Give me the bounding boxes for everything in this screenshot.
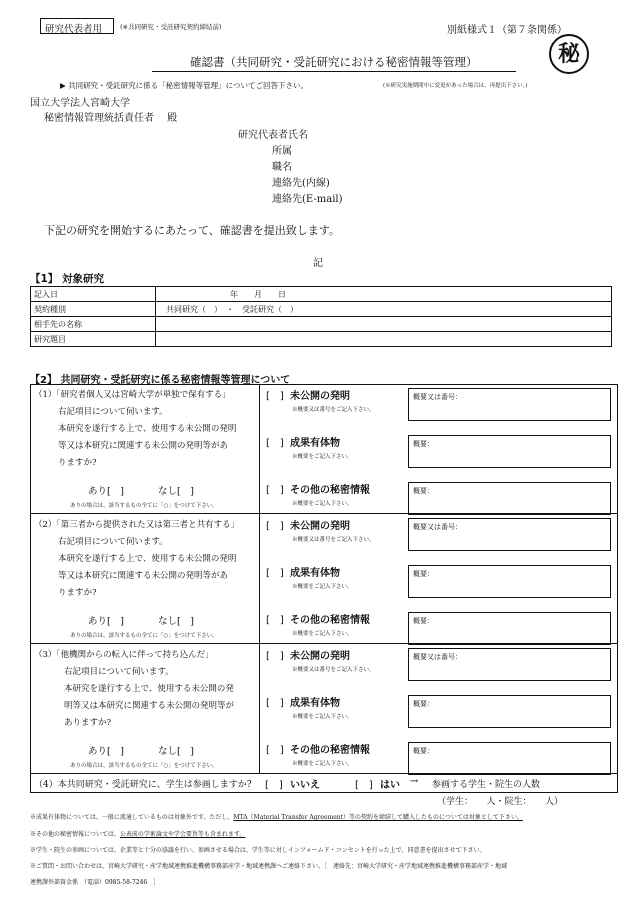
item-checkbox[interactable]: [ ]: [266, 485, 284, 496]
question-text: 本研究を遂行する上で、使用する未公開の発: [64, 684, 234, 694]
item-label: 成果有体物: [290, 438, 340, 449]
secret-mark: 秘: [549, 34, 589, 74]
question-text: 等又は本研究に関連する未公開の発明等があ: [58, 441, 229, 451]
answer-box[interactable]: [408, 565, 611, 598]
question-text: 右記項目について伺います。: [64, 667, 174, 677]
question-text: ありますか?: [64, 718, 112, 728]
q4-count-label: 参画する学生・院生の人数: [432, 780, 541, 790]
item-label: 未公開の発明: [290, 391, 350, 402]
item-checkbox[interactable]: [ ]: [266, 521, 284, 532]
table-row: [31, 287, 612, 302]
item-sub: ※概要をご記入下さい。: [292, 501, 353, 507]
footnote-1: [30, 812, 523, 821]
question-text: 等又は本研究に関連する未公開の発明等があ: [58, 571, 229, 581]
item-label: その他の秘密情報: [290, 485, 370, 496]
item-sub: ※概要をご記入下さい。: [292, 761, 353, 767]
question-text: りますか?: [58, 588, 97, 598]
answer-box-label: 概要：: [413, 487, 434, 495]
row-value-title[interactable]: [156, 332, 612, 347]
answer-box[interactable]: [408, 388, 611, 421]
question-text: 右記項目について伺います。: [58, 407, 168, 417]
item-checkbox[interactable]: [ ]: [266, 615, 284, 626]
row-label-contract: 契約種別: [31, 302, 156, 317]
footnote-text: ※成果有体物については、一般に流通しているものは対象外です。ただし、: [30, 814, 234, 821]
item-sub: ※概要をご記入下さい。: [292, 584, 353, 590]
footnote-4a: ※ご質問・お問い合わせは、宮崎大学研究・産学地域連携推進機構事務部産学・地域連携課へご連絡下さい。［ 連絡先：宮崎大学研究・産学地域連携推進機構事務部産学・地域: [30, 863, 508, 870]
item-label: 成果有体物: [290, 698, 340, 709]
instruction-note: (※研究実施期間中に変更があった場合は、再提出下さい。): [383, 83, 528, 89]
answer-box[interactable]: [408, 695, 611, 728]
addressee-org: 国立大学法人宮崎大学: [30, 98, 130, 109]
question-text: 本研究を遂行する上で、使用する未公開の発明: [58, 424, 237, 434]
row-value-partner[interactable]: [156, 317, 612, 332]
item-checkbox[interactable]: [ ]: [266, 391, 284, 402]
footnote-underlined: 公表前の学術論文や学会要旨等も含まれます。: [119, 831, 246, 838]
row-value-contract[interactable]: 共同研究（ ） ・ 受託研究（ ）: [156, 302, 612, 317]
answer-box-label: 概要：: [413, 570, 434, 578]
question-text: （1）「研究者個人又は宮崎大学が単独で保有する」: [34, 390, 231, 400]
item-sub: ※概要又は番号をご記入下さい。: [292, 537, 375, 543]
form-number: 別紙様式１（第７条関係）: [447, 25, 567, 36]
footnote-text: ※その他の秘密情報については、: [30, 831, 120, 838]
applicant-email-label: 連絡先(E-mail): [272, 194, 343, 205]
item-checkbox[interactable]: [ ]: [266, 698, 284, 709]
divider: [259, 384, 260, 773]
answer-box[interactable]: [408, 518, 611, 551]
item-sub: ※概要又は番号をご記入下さい。: [292, 667, 375, 673]
table-row: [31, 302, 612, 317]
no-checkbox[interactable]: なし[ ]: [158, 486, 194, 497]
yes-checkbox[interactable]: あり[ ]: [88, 616, 124, 627]
item-checkbox[interactable]: [ ]: [266, 438, 284, 449]
q4-yes-checkbox[interactable]: [ ]: [355, 780, 373, 791]
question-note: ありの場合は、該当するもの全てに「○」をつけて下さい。: [70, 763, 218, 769]
answer-box-label: 概要又は番号：: [413, 523, 462, 531]
footnote-underlined: MTA（Material Transfer Agreement）等の契約を締結して購入したものについては対象として下さい。: [233, 814, 523, 821]
answer-box-label: 概要：: [413, 747, 434, 755]
question-note: ありの場合は、該当するもの全てに「○」をつけて下さい。: [70, 633, 218, 639]
no-checkbox[interactable]: なし[ ]: [158, 616, 194, 627]
applicant-affiliation-label: 所属: [272, 146, 292, 157]
answer-box-label: 概要又は番号：: [413, 393, 462, 401]
no-checkbox[interactable]: なし[ ]: [158, 746, 194, 757]
q4-no-label: いいえ: [290, 780, 320, 791]
row-label-title: 研究題目: [31, 332, 156, 347]
target-research-table: [30, 286, 612, 347]
section2-heading: 【2】 共同研究・受託研究に係る秘密情報等管理について: [30, 375, 291, 386]
q4-question: （4）本共同研究・受託研究に、学生は参画しますか?: [34, 780, 252, 790]
answer-box-label: 概要又は番号：: [413, 653, 462, 661]
instruction: ▶ 共同研究・受託研究に係る「秘密情報等管理」についてご回答下さい。: [60, 81, 308, 90]
item-label: その他の秘密情報: [290, 745, 370, 756]
role-box: 研究代表者用: [40, 18, 114, 34]
row-label-partner: 相手先の名称: [31, 317, 156, 332]
addressee-officer: 秘密情報管理統括責任者 殿: [44, 113, 178, 124]
item-checkbox[interactable]: [ ]: [266, 745, 284, 756]
question-text: 本研究を遂行する上で、使用する未公開の発明: [58, 554, 237, 564]
footnote-3: ※学生・院生の参画については、企業等と十分の協議を行い、参画させる場合は、学生等に対しインフォームド・コンセントを行った上で、同意書を提出させて下さい。: [30, 847, 486, 854]
contract-note: (※共同研究・受託研究契約締結前): [120, 23, 222, 31]
item-checkbox[interactable]: [ ]: [266, 651, 284, 662]
arrow-icon: →: [410, 776, 419, 787]
applicant-ext-label: 連絡先(内線): [272, 178, 330, 189]
table-row: [31, 317, 612, 332]
question-text: 明等又は本研究に関連する未公開の発明等が: [64, 701, 235, 711]
answer-box[interactable]: [408, 482, 611, 515]
applicant-position-label: 職名: [272, 162, 292, 173]
item-sub: ※概要をご記入下さい。: [292, 714, 353, 720]
ki-label: 記: [313, 258, 323, 269]
section1-heading: 【1】 対象研究: [30, 273, 104, 285]
answer-box[interactable]: [408, 648, 611, 681]
row-value-date[interactable]: 年 月 日: [156, 287, 612, 302]
item-sub: ※概要又は番号をご記入下さい。: [292, 407, 375, 413]
q4-no-checkbox[interactable]: [ ]: [265, 780, 283, 791]
q4-count-detail[interactable]: （学生： 人・院生： 人）: [437, 797, 564, 807]
question-text: （3）「他機関からの転入に伴って持ち込んだ」: [34, 650, 214, 660]
statement: 下記の研究を開始するにあたって、確認書を提出致します。: [44, 224, 340, 237]
q4-yes-label: はい: [380, 780, 400, 791]
answer-box[interactable]: [408, 742, 611, 775]
yes-checkbox[interactable]: あり[ ]: [88, 746, 124, 757]
row-label-date: 記入日: [31, 287, 156, 302]
table-row: [31, 332, 612, 347]
item-checkbox[interactable]: [ ]: [266, 568, 284, 579]
question-text: りますか?: [58, 458, 97, 468]
question-note: ありの場合は、該当するもの全てに「○」をつけて下さい。: [70, 503, 218, 509]
footnote-4b: 連携課外部資金係 （電話）0985-58-7246 ］: [30, 879, 160, 886]
answer-box[interactable]: [408, 612, 611, 645]
item-label: 成果有体物: [290, 568, 340, 579]
question-text: 右記項目について伺います。: [58, 537, 168, 547]
answer-box[interactable]: [408, 435, 611, 468]
item-label: その他の秘密情報: [290, 615, 370, 626]
footnote-2: [30, 829, 245, 838]
applicant-name-label: 研究代表者氏名: [238, 130, 308, 141]
answer-box-label: 概要：: [413, 700, 434, 708]
answer-box-label: 概要：: [413, 440, 434, 448]
item-sub: ※概要をご記入下さい。: [292, 631, 353, 637]
answer-box-label: 概要：: [413, 617, 434, 625]
item-label: 未公開の発明: [290, 651, 350, 662]
question-text: （2）「第三者から提供された又は第三者と共有する」: [34, 520, 240, 530]
page-title: 確認書（共同研究・受託研究における秘密情報等管理）: [152, 54, 516, 72]
yes-checkbox[interactable]: あり[ ]: [88, 486, 124, 497]
item-sub: ※概要をご記入下さい。: [292, 454, 353, 460]
item-label: 未公開の発明: [290, 521, 350, 532]
